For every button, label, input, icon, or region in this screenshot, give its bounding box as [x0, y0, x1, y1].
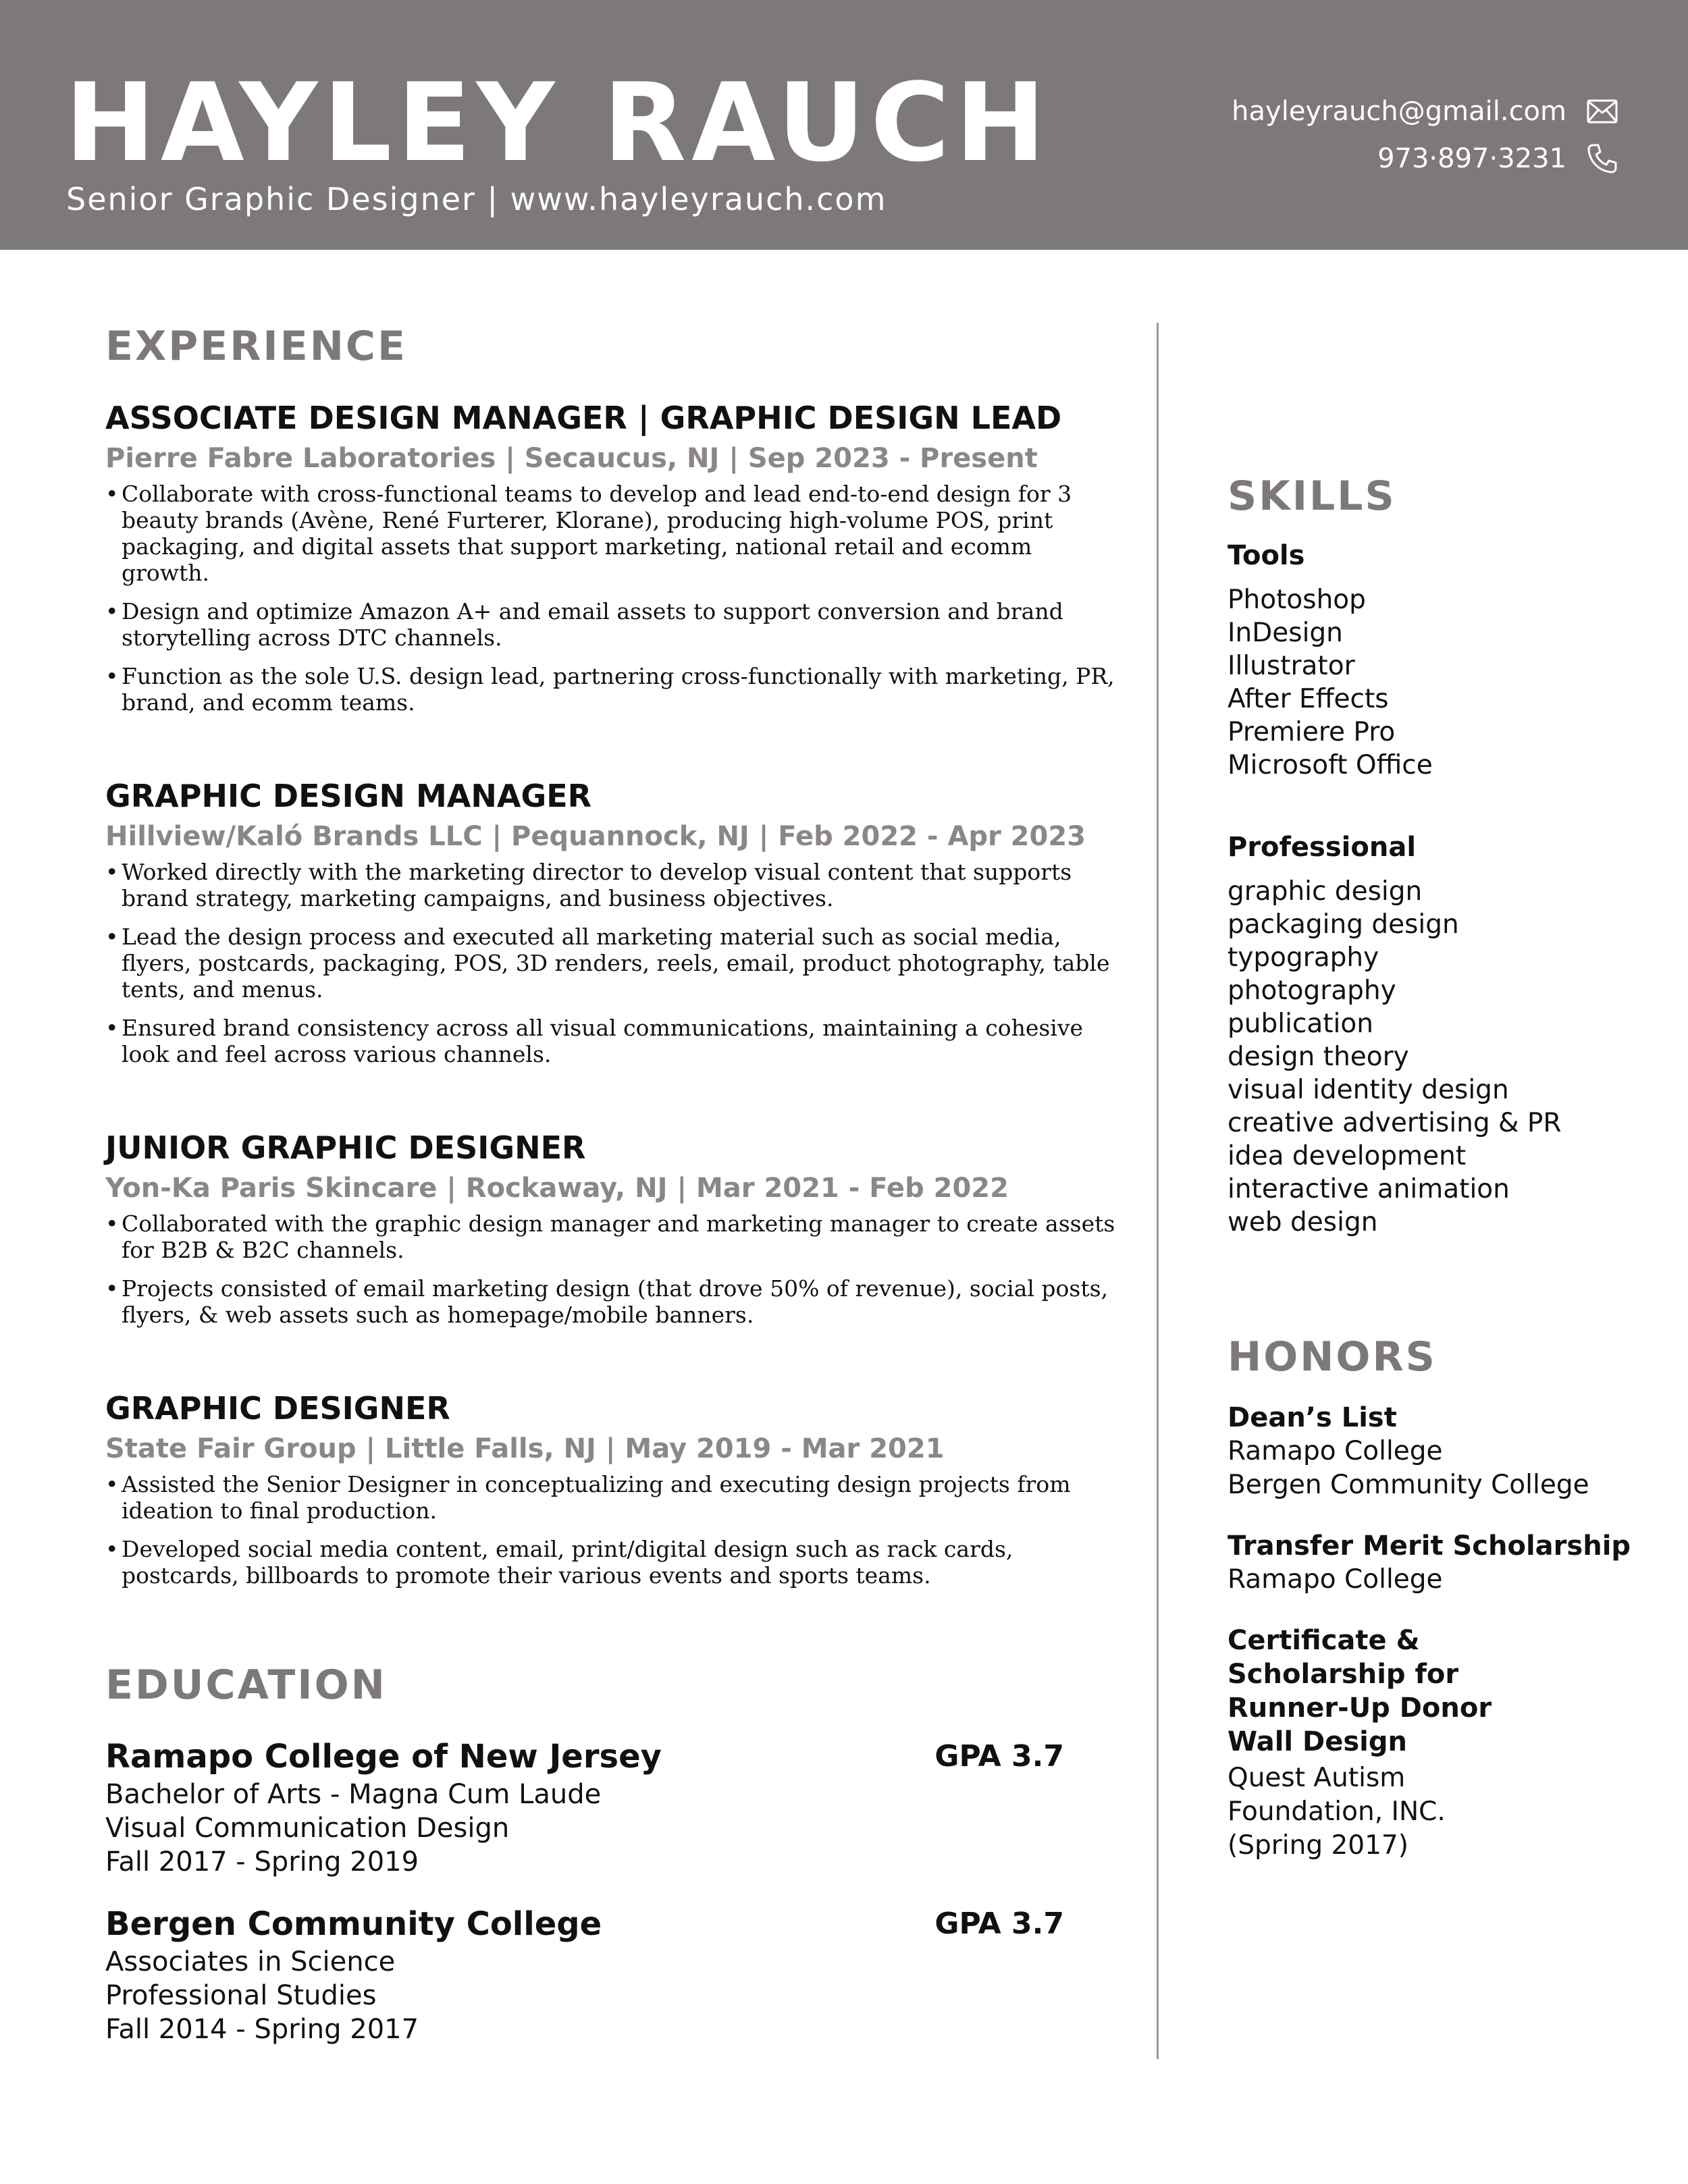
education-line: Bachelor of Arts - Magna Cum Laude: [105, 1779, 602, 1810]
honor-title-line: Runner-Up Donor: [1228, 1693, 1492, 1724]
tool-item: Microsoft Office: [1228, 750, 1433, 780]
job-bullet: • Collaborate with cross-functional teams to develop and lead end-to-end design for 3 beauty brands (Avène, René Furterer, Klorane), producing high-volume POS, print packaging, and digital assets that support marketing, national retail and ecomm growth.: [105, 481, 1118, 586]
job-bullet: • Ensured brand consistency across all visual communications, maintaining a cohesive look and feel across various channels.: [105, 1015, 1118, 1067]
phone-contact[interactable]: [1377, 143, 1618, 174]
honor-title: Dean’s List: [1228, 1402, 1397, 1433]
job-bullet: • Projects consisted of email marketing design (that drove 50% of revenue), social posts, flyers, & web assets such as homepage/mobile banners.: [105, 1275, 1118, 1328]
tool-item: InDesign: [1228, 618, 1343, 648]
tool-item: Illustrator: [1228, 651, 1355, 681]
education-heading: EDUCATION: [105, 1661, 387, 1709]
skill-item: visual identity design: [1228, 1075, 1509, 1105]
education-line: Visual Communication Design: [105, 1813, 510, 1844]
education-entry: [105, 1903, 1118, 2046]
job-bullets: [105, 1210, 1118, 1328]
job-title: JUNIOR GRAPHIC DESIGNER: [105, 1129, 586, 1166]
job-bullet: • Collaborated with the graphic design manager and marketing manager to create assets for B2B & B2C channels.: [105, 1210, 1118, 1263]
skill-item: graphic design: [1228, 876, 1423, 907]
envelope-icon: [1587, 99, 1618, 124]
honor-entry: [1228, 1401, 1646, 1502]
job-entry: [105, 775, 1118, 1067]
job-meta: Hillview/Kaló Brands LLC | Pequannock, NJ | Feb 2022 - Apr 2023: [105, 821, 1086, 852]
tool-item: Photoshop: [1228, 585, 1366, 615]
honor-line: (Spring 2017): [1228, 1830, 1408, 1861]
education-line: Associates in Science: [105, 1946, 396, 1977]
honor-line: Foundation, INC.: [1228, 1796, 1446, 1827]
job-bullets: [105, 1471, 1118, 1589]
phone-text[interactable]: 973·897·3231: [1377, 143, 1566, 174]
job-meta: Pierre Fabre Laboratories | Secaucus, NJ | Sep 2023 - Present: [105, 443, 1038, 474]
honor-title-line: Certificate &: [1228, 1625, 1420, 1656]
header-banner: [0, 0, 1688, 250]
education-header: [105, 1903, 1064, 1945]
honor-title: Transfer Merit Scholarship: [1228, 1530, 1631, 1562]
education-line: Fall 2014 - Spring 2017: [105, 2014, 419, 2045]
gpa: GPA 3.7: [934, 1907, 1064, 1941]
honor-entry: [1228, 1529, 1646, 1597]
honor-title: [1228, 1624, 1646, 1759]
job-bullets: [105, 859, 1118, 1067]
skill-item: interactive animation: [1228, 1174, 1510, 1204]
honor-entry: [1228, 1624, 1646, 1863]
professional-skills-list: [1228, 875, 1646, 1239]
column-divider: [1157, 323, 1159, 2059]
skill-item: typography: [1228, 942, 1379, 973]
education-header: [105, 1736, 1064, 1778]
job-bullet: • Design and optimize Amazon A+ and email assets to support conversion and brand storytelling across DTC channels.: [105, 598, 1118, 651]
job-bullet: • Worked directly with the marketing director to develop visual content that supports brand strategy, marketing campaigns, and business objectives.: [105, 859, 1118, 911]
candidate-name: HAYLEY RAUCH: [65, 59, 1051, 186]
skill-item: web design: [1228, 1207, 1378, 1237]
job-title: GRAPHIC DESIGN MANAGER: [105, 778, 592, 814]
skills-heading: SKILLS: [1228, 473, 1396, 520]
job-entry: [105, 1127, 1118, 1328]
honor-title-line: Wall Design: [1228, 1726, 1407, 1757]
school-name: Bergen Community College: [105, 1905, 602, 1943]
professional-heading: Professional: [1228, 832, 1417, 863]
phone-icon: [1587, 143, 1618, 174]
skill-item: design theory: [1228, 1042, 1409, 1072]
skill-item: creative advertising & PR: [1228, 1108, 1562, 1138]
skill-item: photography: [1228, 976, 1396, 1006]
job-bullet: • Lead the design process and executed all marketing material such as social media, flyers, postcards, packaging, POS, 3D renders, reels, email, product photography, table tents, and menus.: [105, 924, 1118, 1003]
email-text[interactable]: hayleyrauch@gmail.com: [1232, 96, 1566, 127]
tool-item: After Effects: [1228, 684, 1389, 714]
education-line: Fall 2017 - Spring 2019: [105, 1846, 419, 1877]
candidate-subtitle: Senior Graphic Designer | www.hayleyrauch.com: [66, 181, 887, 217]
tools-heading: Tools: [1228, 540, 1305, 571]
honor-title-line: Scholarship for: [1228, 1659, 1459, 1690]
honor-line: Bergen Community College: [1228, 1470, 1589, 1500]
job-title: GRAPHIC DESIGNER: [105, 1390, 450, 1427]
job-entry: [105, 1387, 1118, 1589]
education-entry: [105, 1736, 1118, 1879]
job-bullet: • Function as the sole U.S. design lead, partnering cross-functionally with marketing, PR, brand, and ecomm teams.: [105, 663, 1118, 716]
job-bullet: • Developed social media content, email, print/digital design such as rack cards, postcards, billboards to promote their various events and sports teams.: [105, 1536, 1118, 1589]
skill-item: publication: [1228, 1009, 1373, 1039]
gpa: GPA 3.7: [934, 1739, 1064, 1774]
honor-line: Quest Autism: [1228, 1763, 1406, 1793]
job-meta: Yon-Ka Paris Skincare | Rockaway, NJ | Mar 2021 - Feb 2022: [105, 1173, 1009, 1204]
job-meta: State Fair Group | Little Falls, NJ | May 2019 - Mar 2021: [105, 1433, 945, 1464]
honors-heading: HONORS: [1228, 1333, 1437, 1381]
skill-item: idea development: [1228, 1141, 1467, 1171]
skill-item: packaging design: [1228, 909, 1459, 940]
job-title: ASSOCIATE DESIGN MANAGER | GRAPHIC DESIGN LEAD: [105, 400, 1062, 436]
school-name: Ramapo College of New Jersey: [105, 1738, 662, 1776]
experience-heading: EXPERIENCE: [105, 323, 407, 370]
honor-line: Ramapo College: [1228, 1564, 1443, 1595]
tools-list: [1228, 583, 1646, 782]
job-bullet: • Assisted the Senior Designer in conceptualizing and executing design projects from ideation to final production.: [105, 1471, 1118, 1524]
job-entry: [105, 397, 1118, 716]
right-column: [1228, 473, 1646, 1890]
left-column: [105, 323, 1118, 2071]
education-line: Professional Studies: [105, 1980, 377, 2011]
honor-line: Ramapo College: [1228, 1436, 1443, 1466]
email-contact[interactable]: [1232, 96, 1618, 127]
tool-item: Premiere Pro: [1228, 717, 1396, 747]
job-bullets: [105, 481, 1118, 716]
